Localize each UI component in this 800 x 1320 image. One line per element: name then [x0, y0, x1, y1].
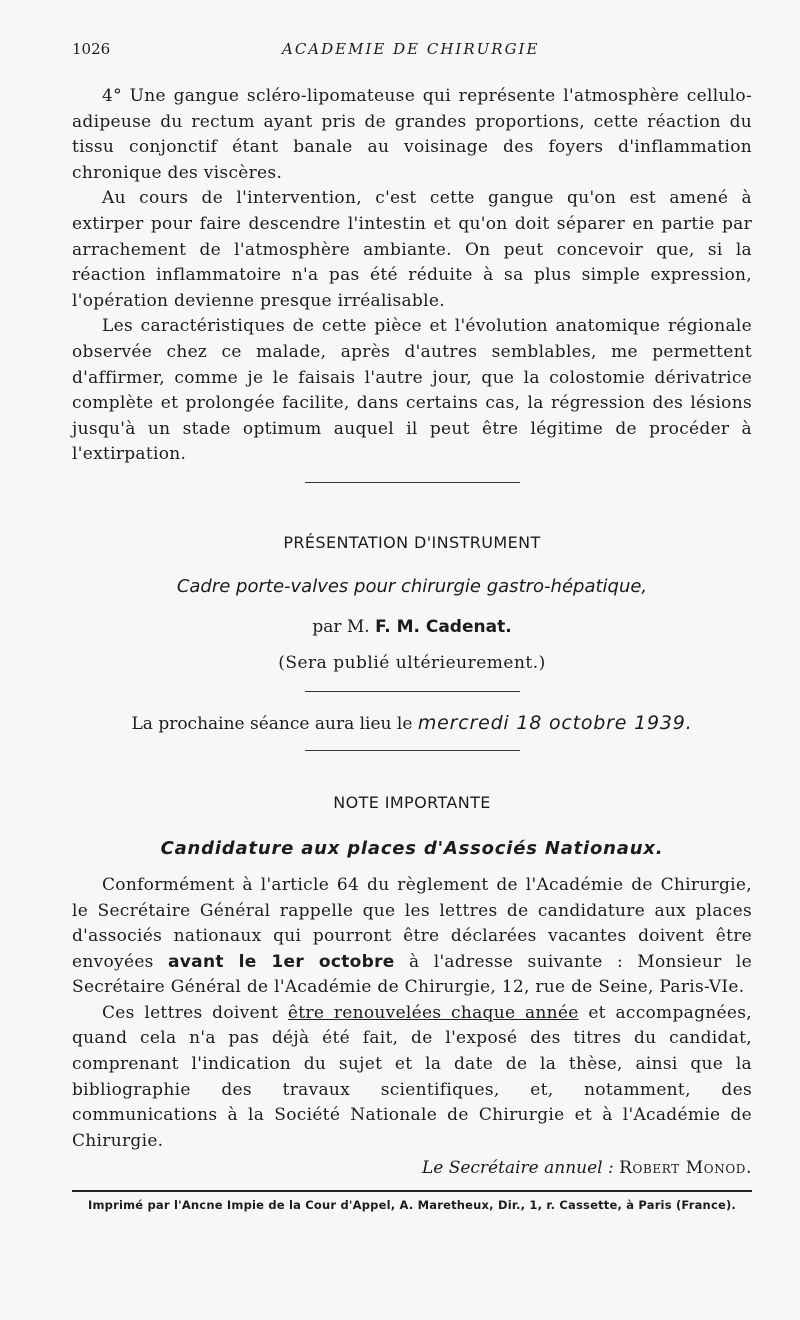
body-text	[72, 84, 752, 468]
paragraph-intervention: Au cours de l'intervention, c'est cette gangue qu'on est amené à extirper pour faire descendre l'intestin et qu'on doit séparer en partie par arrachement de l'atmosphère ambiante. On peut concevoir que, si la réaction inflammatoire n'a pas été réduite à sa plus simple expression, l'opération devienne presque irréalisable.	[72, 188, 752, 311]
deadline-text: avant le 1er octobre	[168, 951, 395, 972]
paragraph-lettres	[72, 1001, 752, 1155]
presentation-heading: PRÉSENTATION D'INSTRUMENT	[283, 532, 541, 552]
next-session-text: La prochaine séance aura lieu le	[131, 713, 413, 734]
section-divider	[305, 482, 520, 483]
author-prefix: par M.	[312, 616, 370, 637]
instrument-title: Cadre porte-valves pour chirurgie gastro-hépatique,	[176, 575, 648, 597]
signature-title: Le Secrétaire annuel :	[421, 1158, 614, 1179]
next-session-date: mercredi 18 octobre 1939.	[417, 711, 693, 734]
paragraph-gangue: 4° Une gangue scléro-lipomateuse qui représente l'atmosphère cellulo-adipeuse du rectum ayant pris de grandes proportions, cette réaction du tissu conjonctif étant banale au voisinage des foyers d'inflammation chronique des viscères.	[72, 86, 752, 183]
author-line	[72, 617, 752, 637]
paragraph-conformement	[72, 873, 752, 1001]
author-name: F. M. Cadenat.	[375, 616, 512, 637]
renewal-requirement: être renouvelées chaque année	[287, 1002, 579, 1023]
footer-rule	[72, 1190, 752, 1192]
candidature-heading: Candidature aux places d'Associés Nationaux.	[160, 837, 664, 859]
printer-imprint: Imprimé par l'Ancne Impie de la Cour d'Appel, A. Maretheux, Dir., 1, r. Cassette, à Paris (France).	[88, 1198, 736, 1213]
next-session	[72, 712, 752, 734]
section-divider	[305, 750, 520, 751]
lettres-text-2: et accompagnées, quand cela n'a pas déjà été fait, de l'exposé des titres du candidat, comprenant l'indication du sujet et la date de la thèse, ainsi que la bibliographie des travaux scientifiques, et, notamment, des communications à la Société Nationale de Chirurgie et à l'Académie de Chirurgie.	[72, 1002, 752, 1151]
important-note-heading: NOTE IMPORTANTE	[333, 792, 491, 812]
page	[72, 38, 752, 1212]
page-number: 1026	[72, 40, 111, 58]
paragraph-caracteristiques: Les caractéristiques de cette pièce et l'évolution anatomique régionale observée chez ce malade, après d'autres semblables, me permettent d'affirmer, comme je le faisais l'autre jour, que la colostomie dérivatrice complète et prolongée facilite, dans certains cas, la régression des lésions jusqu'à un stade optimum auquel il peut être légitime de procéder à l'extirpation.	[72, 316, 752, 465]
publication-note: (Sera publié ultérieurement.)	[278, 652, 546, 673]
conformement-text-1: Conformément à l'article 64 du règlement de l'Académie de Chirurgie, le Secrétaire Général rappelle que les lettres de candidature aux places d'associés nationaux qui pourront être déclarées vacantes doivent être envoyées	[72, 874, 752, 972]
page-header	[72, 38, 752, 68]
conformement-text-2: à l'adresse suivante : Monsieur le Secrétaire Général de l'Académie de Chirurgie, 12, rue de Seine, Paris-VIe.	[72, 951, 752, 998]
lettres-text-1: Ces lettres doivent	[102, 1002, 279, 1023]
section-divider	[305, 691, 520, 692]
candidature-text	[72, 873, 752, 1155]
signature	[72, 1158, 752, 1178]
signature-name: Robert Monod.	[619, 1158, 752, 1179]
running-title: ACADEMIE DE CHIRURGIE	[282, 40, 540, 58]
